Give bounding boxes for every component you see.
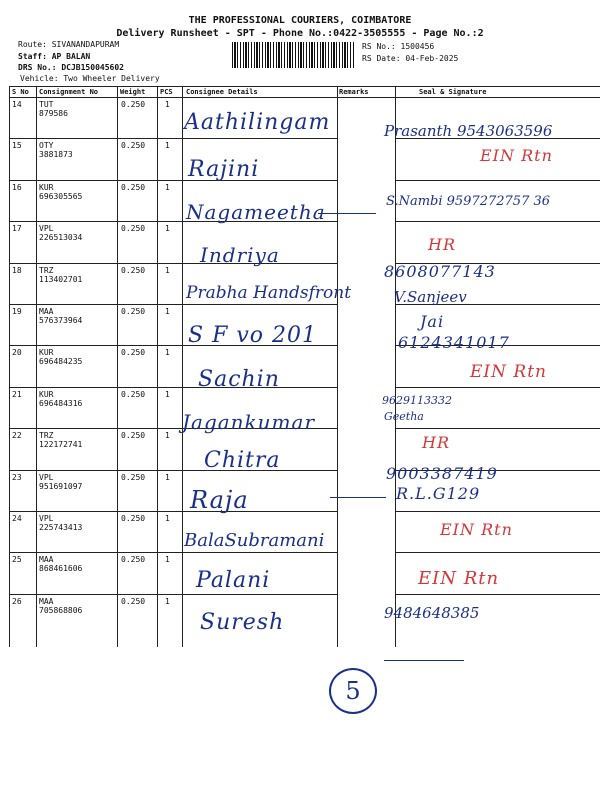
pen-stroke [318,213,376,214]
handwritten-name: Prabha Handsfront [186,283,352,303]
row-weight: 0.250 [121,431,146,441]
col-weight-header: Weight [120,88,146,96]
company-title: THE PROFESSIONAL COURIERS, COIMBATORE [188,15,412,26]
handwritten-signature: Jai [420,312,445,331]
handwritten-name: Suresh [200,610,285,635]
handwritten-remark: EIN Rtn [480,146,553,165]
handwritten-name: Nagameetha [186,200,326,224]
row-pcs: 1 [165,348,170,358]
handwritten-signature: R.L.G129 [396,484,481,503]
handwritten-signature: V.Sanjeev [394,288,467,306]
row-consignment-no: VPL 225743413 [39,514,83,532]
row-consignment-no: MAA 868461606 [39,555,83,574]
row-weight: 0.250 [121,389,146,399]
row-sno: 23 [12,472,22,482]
drs-barcode [232,42,354,68]
row-pcs: 1 [165,100,170,109]
handwritten-signature: S.Nambi 9597272757 36 [386,194,551,209]
handwritten-signature: 9629113332 [382,394,452,407]
rs-number: RS No.: 1500456 [362,42,435,51]
handwritten-signature: 6124341017 [398,333,510,352]
row-consignment-no: TUT 879586 [39,100,68,118]
col-pcs-header: PCS [160,88,173,96]
rs-date: RS Date: 04-Feb-2025 [362,54,459,63]
row-weight: 0.250 [121,224,146,234]
handwritten-name: Raja [190,486,249,514]
pen-stroke [384,660,464,661]
row-consignment-no: KUR 696484235 [39,348,83,367]
row-weight: 0.250 [121,596,146,606]
row-pcs: 1 [165,182,170,192]
row-consignment-no: VPL 226513034 [39,224,83,243]
row-weight: 0.250 [121,100,146,109]
row-weight: 0.250 [121,348,146,358]
row-sno: 19 [12,307,22,316]
row-weight: 0.250 [121,265,146,275]
row-consignment-no: MAA 576373964 [39,307,83,325]
row-consignment-no: TRZ 113402701 [39,265,83,284]
row-weight: 0.250 [121,307,146,316]
row-pcs: 1 [165,514,170,523]
row-sno: 26 [12,596,22,606]
handwritten-remark: EIN Rtn [440,520,513,539]
row-pcs: 1 [165,307,170,316]
row-consignment-no: KUR 696305565 [39,182,83,201]
handwritten-remark: EIN Rtn [418,568,500,589]
col-remarks-header: Remarks [339,88,369,96]
vehicle-text: Vehicle: Two Wheeler Delivery [20,74,160,83]
row-sno: 24 [12,514,22,523]
handwritten-signature: Prasanth 9543063596 [384,122,553,140]
handwritten-signature: 9484648385 [384,604,480,622]
row-pcs: 1 [165,596,170,606]
page-mark-circle: 5 [329,668,377,714]
handwritten-name: Jagankumar [182,410,315,434]
handwritten-signature: 8608077143 [384,262,496,281]
handwritten-name: BalaSubramani [184,530,325,551]
row-sno: 18 [12,265,22,275]
row-sno: 17 [12,224,22,234]
handwritten-signature: 9003387419 [386,464,498,483]
handwritten-remark: EIN Rtn [470,362,547,382]
row-weight: 0.250 [121,555,146,565]
row-weight: 0.250 [121,514,146,523]
handwritten-name: Indriya [200,243,280,267]
drs-text: DRS No.: DCJB150045602 [18,63,124,72]
col-consignee-header: Consignee Details [186,88,258,96]
col-sno-header: S No [12,88,29,96]
row-weight: 0.250 [121,472,146,482]
row-consignment-no: TRZ 122172741 [39,431,83,450]
route-text: Route: SIVANANDAPURAM [18,40,120,49]
staff-text: Staff: AP BALAN [18,52,91,61]
row-pcs: 1 [165,389,170,399]
row-consignment-no: MAA 705868806 [39,596,83,615]
handwritten-name: Chitra [204,448,281,473]
handwritten-remark: HR [422,433,450,452]
col-consignment-header: Consignment No [39,88,99,96]
row-consignment-no: OTY 3881873 [39,141,73,160]
row-pcs: 1 [165,224,170,234]
row-sno: 15 [12,141,22,151]
row-weight: 0.250 [121,141,146,151]
handwritten-name: Sachin [198,367,280,392]
handwritten-signature: Geetha [384,410,424,423]
row-sno: 21 [12,389,22,399]
row-pcs: 1 [165,555,170,565]
handwritten-remark: HR [428,235,456,254]
pen-stroke [330,497,386,498]
runsheet-subtitle: Delivery Runsheet - SPT - Phone No.:0422-3505555 - Page No.:2 [116,28,484,39]
row-sno: 25 [12,555,22,565]
row-sno: 14 [12,100,22,109]
handwritten-name: Rajini [188,157,260,182]
col-seal-header: Seal & Signature [419,88,487,96]
row-pcs: 1 [165,431,170,441]
row-pcs: 1 [165,472,170,482]
row-pcs: 1 [165,265,170,275]
row-consignment-no: VPL 951691097 [39,472,83,491]
row-sno: 22 [12,431,22,441]
handwritten-name: Aathilingam [184,110,331,135]
row-sno: 20 [12,348,22,358]
row-pcs: 1 [165,141,170,151]
row-sno: 16 [12,182,22,192]
handwritten-name: Palani [196,568,271,593]
handwritten-name: S F vo 201 [188,323,317,348]
row-weight: 0.250 [121,182,146,192]
row-consignment-no: KUR 696484316 [39,389,83,408]
